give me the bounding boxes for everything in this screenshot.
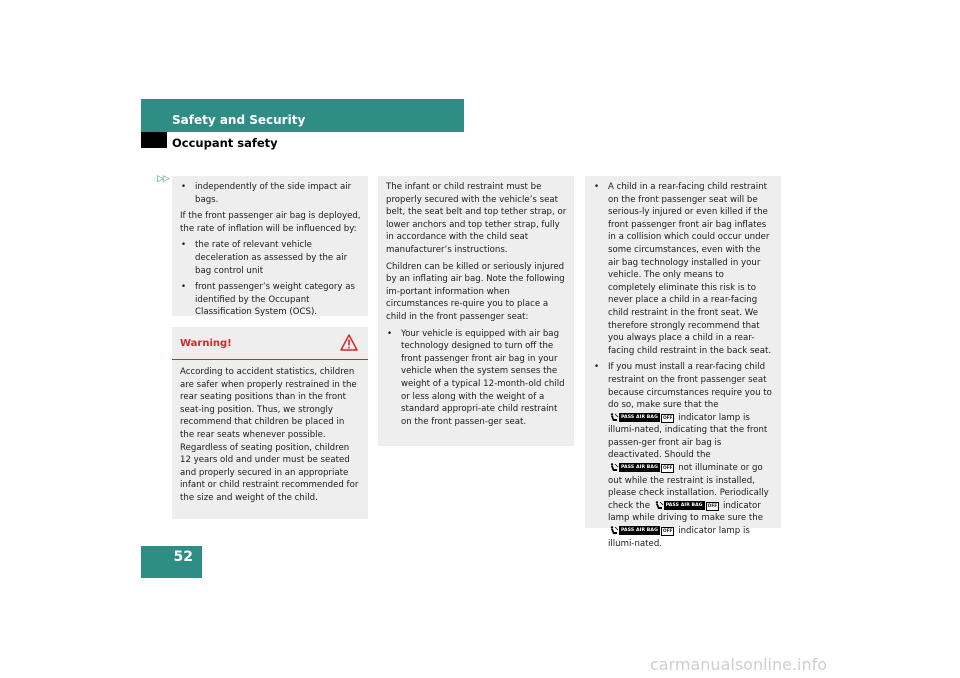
list-item: • Your vehicle is equipped with air bag technology designed to turn off the front passenger front air bag in your vehicle when the system senses the weight of a typical 12-month-old child or less along with the weight of a standard appropri-ate child restraint on the front passen-ger seat. [387, 328, 565, 427]
list-item: • A child in a rear-facing child restraint on the front passenger seat will be serious-ly injured or even killed if the front passenger front air bag inflates in a collision which could occur under some circumstances, even with the air bag technology installed in your vehicle. The only means to completely eliminate this risk is to never place a child in a rear-facing child restraint in the front seat. We therefore strongly recommend that you always place a child in a rear-facing child restraint in the back seat. [594, 182, 772, 356]
paragraph: If the front passenger air bag is deployed, the rate of inflation will be influenced by: [180, 211, 361, 234]
bullet-icon: • [181, 282, 187, 293]
warning-title: Warning! [180, 338, 232, 349]
pass-airbag-off-indicator-icon: PASS AIR BAG OFF [654, 501, 719, 510]
list-item: • If you must install a rear-facing child restraint on the front passenger seat because circumstances require you to do so, make sure that the PASS AIR BAG OFF indicator lamp is illumi-nated, indicating that the front passen-ger front air bag is deactivated. Should the PASS AIR BAG OFF not illuminate or go out while the restraint is installed, please check installation. Periodically check the PASS AIR BAG OFF indicator lamp while driving to make sure the PASS AIR BAG OFF indicator lamp is illumi-nated. [594, 362, 772, 549]
pass-airbag-off-indicator-icon: PASS AIR BAG OFF [609, 463, 674, 472]
column-1-text [172, 176, 368, 316]
bullet-icon: • [181, 240, 187, 251]
bullet-icon: • [387, 328, 393, 339]
header-marker [141, 132, 167, 148]
column-2-text [378, 176, 574, 446]
page-number: 52 [173, 549, 193, 565]
continued-marker: ▷▷ [157, 174, 169, 184]
list-item: • front passenger’s weight category as identified by the Occupant Classification System (OCS). [181, 282, 355, 318]
list-item: • the rate of relevant vehicle deceleration as assessed by the air bag control unit [181, 240, 348, 276]
pass-airbag-off-indicator-icon: PASS AIR BAG OFF [609, 526, 674, 535]
watermark: carmanualsonline.info [650, 655, 828, 674]
bullet-icon: • [594, 182, 600, 192]
warning-header [172, 327, 368, 360]
warning-triangle-icon [340, 334, 358, 351]
list-item: • independently of the side impact air bags. [181, 182, 352, 205]
column-3-text [585, 176, 781, 549]
section-title: Safety and Security [172, 113, 306, 127]
bullet-icon: • [181, 182, 187, 192]
paragraph: The infant or child restraint must be properly secured with the vehicle’s seat belt, the seat belt and top tether strap, or lower anchors and top tether strap, fully in accordance with the child seat manufacturer’s instructions. [386, 182, 567, 255]
warning-body: According to accident statistics, children are safer when properly restrained in the rear seating positions than in the front seat-ing position. Thus, we strongly recommend that children be placed in the rear seats whenever possible. Regardless of seating position, children 12 years old and under must be seated and properly secured in an appropriate infant or child restraint recommended for the size and weight of the child. [180, 367, 359, 503]
pass-airbag-off-indicator-icon: PASS AIR BAG OFF [609, 413, 674, 422]
bullet-icon: • [594, 362, 600, 373]
subsection-title: Occupant safety [172, 136, 278, 150]
warning-box [172, 327, 368, 519]
page-number-box [141, 546, 202, 578]
paragraph: Children can be killed or seriously injured by an inflating air bag. Note the following im-portant information when circumstances re-quire you to place a child in the front passenger seat: [386, 261, 565, 322]
